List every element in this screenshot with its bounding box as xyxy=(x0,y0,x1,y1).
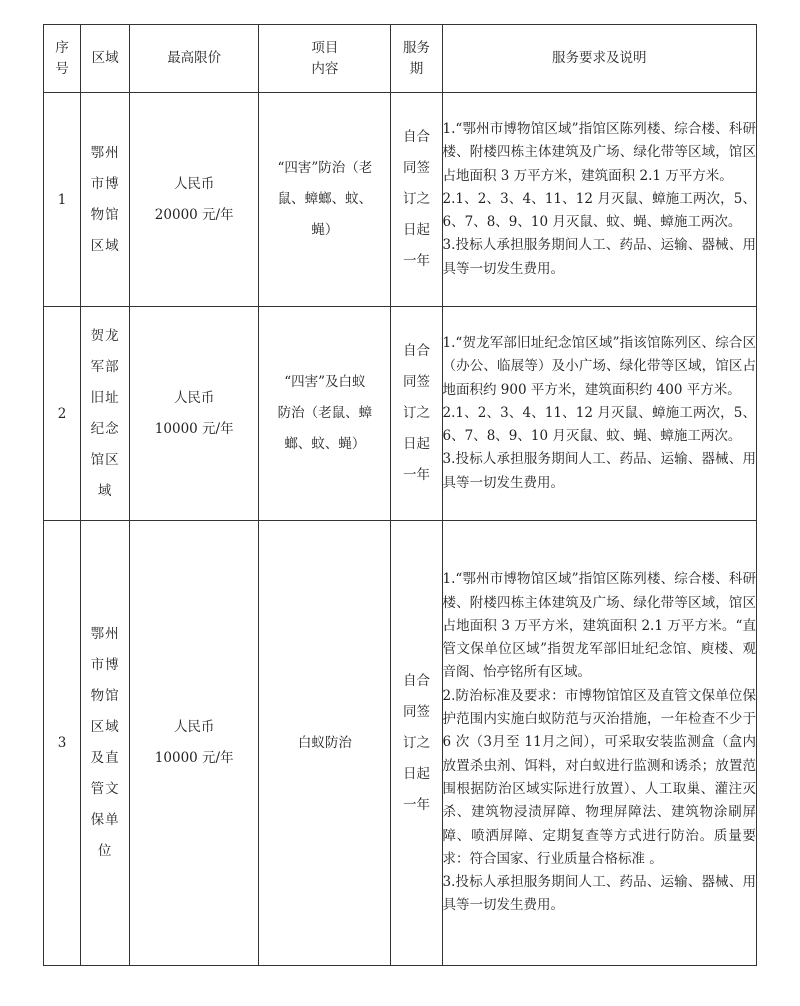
row-price xyxy=(130,307,259,521)
row-item xyxy=(259,307,391,521)
item-line: 白蚁防治 xyxy=(297,734,352,751)
period-line: 自合 xyxy=(402,343,430,359)
row-area xyxy=(81,307,130,521)
header-period-line: 服务 xyxy=(402,39,430,56)
item-line: 螂、蚊、蝇） xyxy=(284,436,366,452)
row-period xyxy=(391,93,442,307)
header-item-line: 项目 xyxy=(311,39,339,56)
row-desc xyxy=(442,521,756,966)
period-line: 自合 xyxy=(402,129,430,145)
row-seq: 1 xyxy=(44,93,81,307)
table-row xyxy=(44,521,757,966)
area-line: 域 xyxy=(97,482,113,499)
area-line: 市博 xyxy=(90,175,120,192)
price-line: 10000 元/年 xyxy=(154,750,234,766)
header-period xyxy=(391,25,442,93)
area-line: 保单 xyxy=(90,812,120,828)
row-item xyxy=(259,93,391,307)
desc-paragraph: 3.投标人承担服务期间人工、药品、运输、器械、用具等一切发生费用。 xyxy=(442,451,756,491)
period-line: 同签 xyxy=(402,160,430,176)
period-line: 订之 xyxy=(402,405,430,421)
period-line: 订之 xyxy=(402,191,430,207)
row-price xyxy=(130,521,259,966)
area-line: 物馆 xyxy=(90,206,120,223)
header-price: 最高限价 xyxy=(130,25,259,93)
header-item xyxy=(259,25,391,93)
area-line: 鄂州 xyxy=(90,144,120,161)
header-row xyxy=(44,25,757,93)
desc-paragraph: 1.“贺龙军部旧址纪念馆区域”指该馆陈列区、综合区（办公、临展等）及小广场、绿化带等区域，馆区占地面积约 900 平方米，建筑面积约 400 平方米。 xyxy=(442,334,756,398)
header-period-line: 期 xyxy=(409,60,424,77)
period-line: 一年 xyxy=(402,467,430,483)
row-area xyxy=(81,521,130,966)
table-row xyxy=(44,307,757,521)
area-line: 贺龙 xyxy=(90,327,120,344)
desc-paragraph: 2.防治标准及要求：市博物馆馆区及直管文保单位保护范围内实施白蚁防范与灭治措施，一年检查不少于 6 次（3月至 11月之间），可采取安装监测盒（盒内放置杀虫剂、饵料，对白蚁进行监测和诱杀；放置范围根据防治区域实际进行放置）、人工取巢、灌注灭杀、建筑物浸渍屏障、物理屏障法、建筑物涂刷屏障、喷洒屏障、定期复查等方式进行防治。质量要求：符合国家、行业质量合格标准 。 xyxy=(442,687,756,867)
area-line: 物馆 xyxy=(90,688,120,704)
area-line: 区域 xyxy=(90,237,120,254)
period-line: 同签 xyxy=(402,374,430,390)
area-line: 位 xyxy=(97,843,113,859)
area-line: 市博 xyxy=(90,657,120,673)
desc-paragraph: 2.1、2、3、4、11、12 月灭鼠、蟑施工两次，5、6、7、8、9、10 月灭鼠、蚊、蝇、蟑施工两次。 xyxy=(442,190,756,231)
item-line: 蝇） xyxy=(311,222,339,238)
price-line: 20000 元/年 xyxy=(154,206,234,223)
period-line: 一年 xyxy=(402,796,430,813)
period-line: 日起 xyxy=(402,436,430,452)
header-seq-line: 号 xyxy=(55,60,69,77)
area-line: 馆区 xyxy=(90,451,120,468)
service-table xyxy=(43,24,757,966)
row-seq: 2 xyxy=(44,307,81,521)
header-area: 区域 xyxy=(81,25,130,93)
header-item-line: 内容 xyxy=(311,60,339,77)
period-line: 一年 xyxy=(402,253,430,269)
price-line: 10000 元/年 xyxy=(154,420,234,437)
area-line: 管文 xyxy=(90,781,120,797)
table-row xyxy=(44,93,757,307)
area-line: 纪念 xyxy=(90,420,120,437)
desc-paragraph: 1.“鄂州市博物馆区域”指馆区陈列楼、综合楼、科研楼、附楼四栋主体建筑及广场、绿化带等区域，馆区占地面积 3 万平方米，建筑面积 2.1 万平方米。 xyxy=(442,120,756,184)
header-seq xyxy=(44,25,81,93)
area-line: 军部 xyxy=(90,358,120,375)
area-line: 及直 xyxy=(90,750,120,766)
desc-paragraph: 3.投标人承担服务期间人工、药品、运输、器械、用具等一切发生费用。 xyxy=(442,237,756,277)
row-area xyxy=(81,93,130,307)
item-line: “四害”及白蚁 xyxy=(284,374,366,390)
desc-paragraph: 3.投标人承担服务期间人工、药品、运输、器械、用具等一切发生费用。 xyxy=(442,874,756,914)
item-line: 防治（老鼠、蟑 xyxy=(277,405,373,421)
row-price xyxy=(130,93,259,307)
item-line: “四害”防治（老 xyxy=(277,160,373,176)
row-desc xyxy=(442,307,756,521)
price-line: 人民币 xyxy=(173,175,215,192)
desc-paragraph: 1.“鄂州市博物馆区域”指馆区陈列楼、综合楼、科研楼、附楼四栋主体建筑及广场、绿化带等区域，馆区占地面积 3 万平方米，建筑面积 2.1 万平方米。“直管文保单位区域”指贺龙军部旧址纪念馆、庾楼、观音阁、怡亭铭所有区域。 xyxy=(442,571,756,681)
area-line: 旧址 xyxy=(90,389,120,406)
period-line: 自合 xyxy=(402,672,430,689)
period-line: 同签 xyxy=(402,703,430,720)
price-line: 人民币 xyxy=(173,719,215,735)
area-line: 鄂州 xyxy=(90,626,120,642)
desc-paragraph: 2.1、2、3、4、11、12 月灭鼠、蟑施工两次，5、6、7、8、9、10 月灭鼠、蚊、蝇、蟑施工两次。 xyxy=(442,404,756,445)
row-desc xyxy=(442,93,756,307)
row-period xyxy=(391,521,442,966)
header-seq-line: 序 xyxy=(55,39,69,56)
item-line: 鼠、蟑螂、蚊、 xyxy=(277,191,373,207)
row-period xyxy=(391,307,442,521)
period-line: 日起 xyxy=(402,765,430,782)
header-desc: 服务要求及说明 xyxy=(442,25,756,93)
period-line: 日起 xyxy=(402,222,430,238)
row-item xyxy=(259,521,391,966)
price-line: 人民币 xyxy=(173,389,215,406)
period-line: 订之 xyxy=(402,734,430,751)
row-seq: 3 xyxy=(44,521,81,966)
area-line: 区域 xyxy=(90,719,120,735)
